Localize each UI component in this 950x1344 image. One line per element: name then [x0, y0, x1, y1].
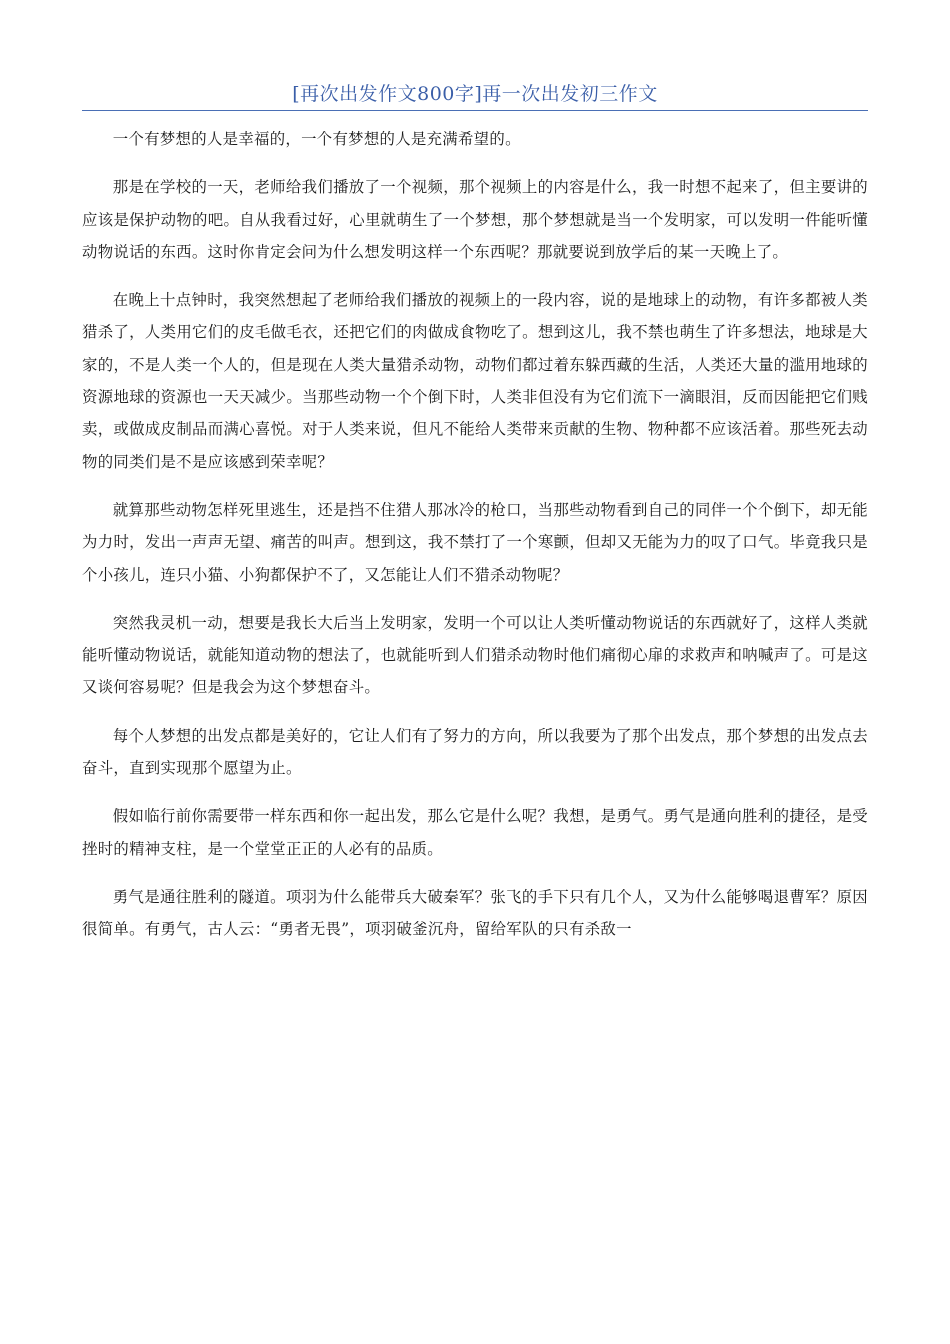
paragraph: 突然我灵机一动，想要是我长大后当上发明家，发明一个可以让人类听懂动物说话的东西就好了，这样人类就能听懂动物说话，就能知道动物的想法了，也就能听到人们猎杀动物时他们痛彻心扉的求救声和呐喊声了。可是这又谈何容易呢？但是我会为这个梦想奋斗。	[82, 613, 868, 697]
paragraph: 在晚上十点钟时，我突然想起了老师给我们播放的视频上的一段内容，说的是地球上的动物，有许多都被人类猎杀了，人类用它们的皮毛做毛衣，还把它们的肉做成食物吃了。想到这儿，我不禁也萌生了许多想法，地球是大家的，不是人类一个人的，但是现在人类大量猎杀动物，动物们都过着东躲西藏的生活，人类还大量的滥用地球的资源地球的资源也一天天减少。当那些动物一个个倒下时，人类非但没有为它们流下一滴眼泪，反而因能把它们贱卖，或做成皮制品而满心喜悦。对于人类来说，但凡不能给人类带来贡献的生物、物种都不应该活着。那些死去动物的同类们是不是应该感到荣幸呢？	[82, 291, 868, 471]
paragraph: 就算那些动物怎样死里逃生，还是挡不住猎人那冰冷的枪口，当那些动物看到自己的同伴一个个倒下，却无能为力时，发出一声声无望、痛苦的叫声。想到这，我不禁打了一个寒颤，但却又无能为力的叹了口气。毕竟我只是个小孩儿，连只小猫、小狗都保护不了，又怎能让人们不猎杀动物呢？	[82, 500, 868, 584]
paragraph: 假如临行前你需要带一样东西和你一起出发，那么它是什么呢？我想，是勇气。勇气是通向胜利的捷径，是受挫时的精神支柱，是一个堂堂正正的人必有的品质。	[82, 807, 868, 858]
document-title: [再次出发作文800字]再一次出发初三作文	[292, 83, 658, 105]
paragraph: 一个有梦想的人是幸福的，一个有梦想的人是充满希望的。	[112, 130, 521, 148]
paragraph: 勇气是通往胜利的隧道。项羽为什么能带兵大破秦军？张飞的手下只有几个人，又为什么能够喝退曹军？原因很简单。有勇气，古人云：“勇者无畏”，项羽破釜沉舟，留给军队的只有杀敌一	[82, 887, 868, 939]
paragraph: 那是在学校的一天，老师给我们播放了一个视频，那个视频上的内容是什么，我一时想不起来了，但主要讲的应该是保护动物的吧。自从我看过好，心里就萌生了一个梦想，那个梦想就是当一个发明家，可以发明一件能听懂动物说话的东西。这时你肯定会问为什么想发明这样一个东西呢？那就要说到放学后的某一天晚上了。	[82, 178, 868, 261]
title-divider	[82, 110, 868, 111]
document-body	[82, 123, 868, 962]
paragraph: 每个人梦想的出发点都是美好的，它让人们有了努力的方向，所以我要为了那个出发点，那个梦想的出发点去奋斗，直到实现那个愿望为止。	[82, 726, 868, 778]
